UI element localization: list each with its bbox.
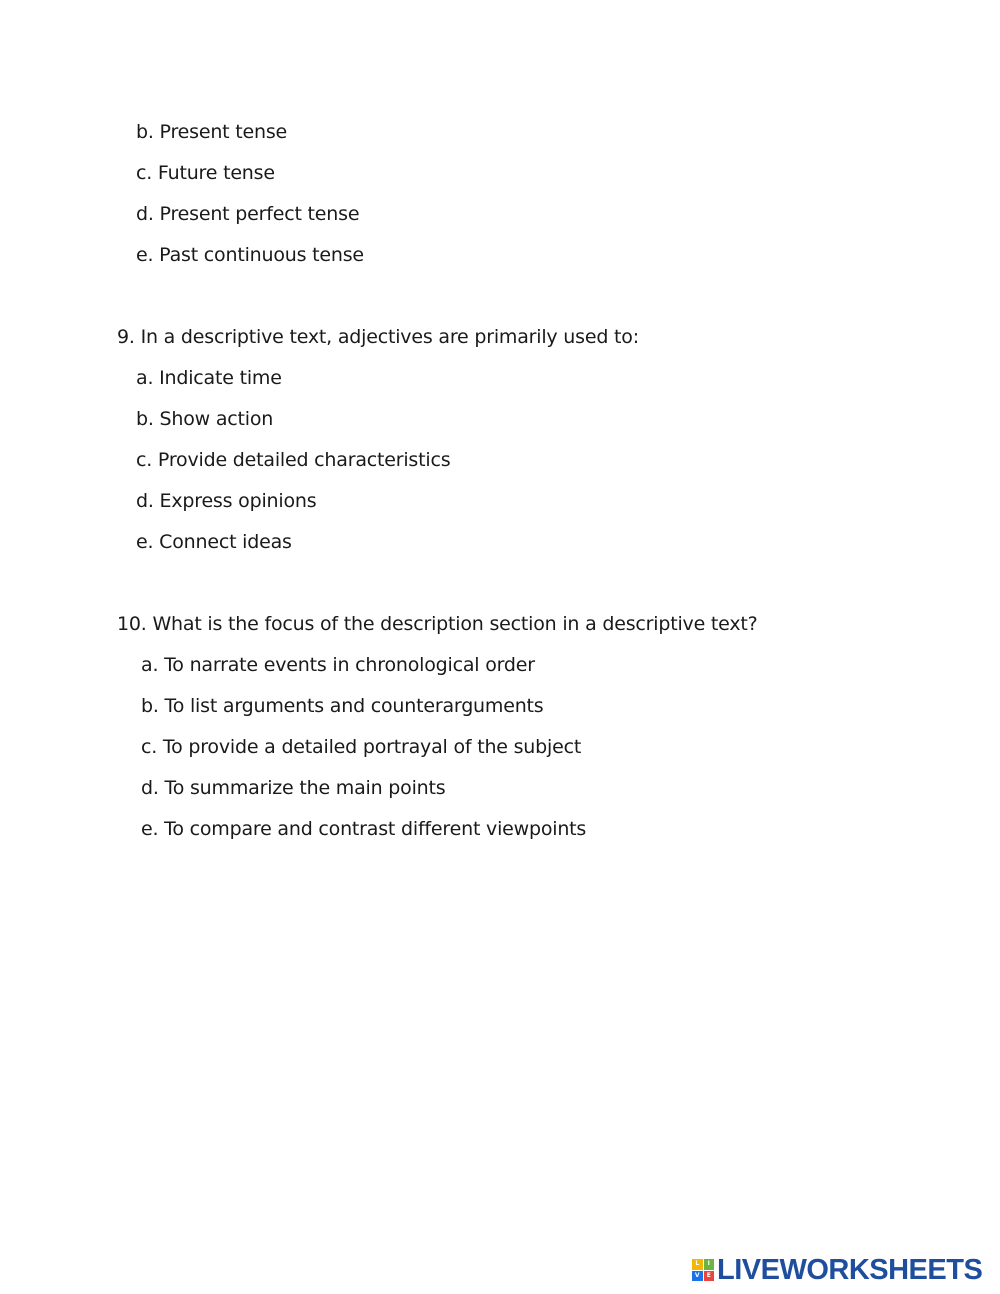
q9-question: 9. In a descriptive text, adjectives are primarily used to: [117, 326, 639, 348]
q10-question: 10. What is the focus of the description section in a descriptive text? [117, 613, 758, 635]
q8-option-b: b. Present tense [136, 121, 288, 143]
logo-mark-icon: L I V E [692, 1259, 714, 1281]
q9-option-c: c. Provide detailed characteristics [136, 449, 451, 471]
q10-option-d: d. To summarize the main points [141, 777, 446, 799]
q9-option-a: a. Indicate time [136, 367, 282, 389]
q10-option-b: b. To list arguments and counterarguments [141, 695, 544, 717]
q8-option-c: c. Future tense [136, 162, 275, 184]
liveworksheets-logo [692, 1255, 982, 1285]
q9-option-e: e. Connect ideas [136, 531, 292, 553]
q9-option-b: b. Show action [136, 408, 274, 430]
logo-text: LIVEWORKSHEETS [717, 1254, 983, 1286]
q10-option-a: a. To narrate events in chronological order [141, 654, 535, 676]
q8-option-e: e. Past continuous tense [136, 244, 364, 266]
q10-option-e: e. To compare and contrast different viewpoints [141, 818, 587, 840]
q8-option-d: d. Present perfect tense [136, 203, 360, 225]
q9-option-d: d. Express opinions [136, 490, 317, 512]
q10-option-c: c. To provide a detailed portrayal of the subject [141, 736, 582, 758]
